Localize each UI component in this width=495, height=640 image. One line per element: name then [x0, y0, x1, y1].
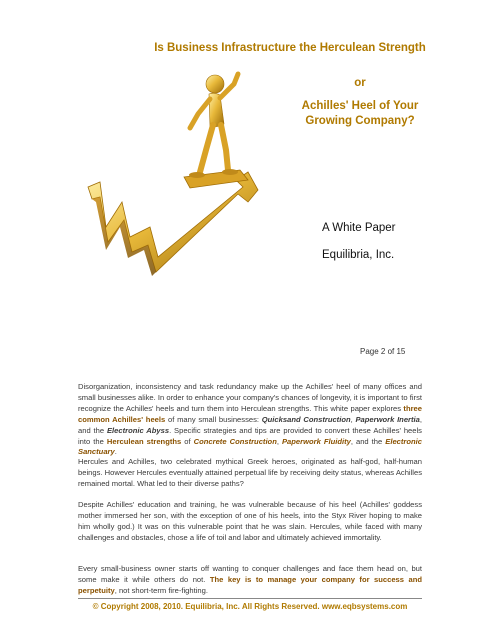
- page-number: Page 2 of 15: [360, 347, 406, 356]
- gold-figure-arrow-illustration: [78, 62, 288, 312]
- company-name: Equilibria, Inc.: [322, 249, 395, 261]
- paragraph-heroes: Hercules and Achilles, two celebrated mythical Greek heroes, originated as half-god, half-human beings. However Hercules eventually attained perpetual life by receiving deity status, whereas Achilles remained mortal. What led to their diverse paths?: [78, 457, 422, 488]
- paragraph-conclusion: Every small-business owner starts off wanting to conquer challenges and face them head on, but some make it while others do not. The key is to manage your company for success and perpetuity, not short-term fire-fighting.: [78, 564, 422, 595]
- title-line-3: Achilles' Heel of Your Growing Company?: [301, 100, 419, 127]
- document-type: A White Paper: [322, 222, 396, 234]
- gold-figure: [189, 74, 238, 178]
- paragraph-achilles: Despite Achilles' education and training, he was vulnerable because of his heel (Achilles' goddess mother immersed her son, with the exception of one of his heels, into the Styx River hoping to make him wholly god.) It was on this vulnerable point that he was slain. Hercules, while faced with many challenges and obstacles, chose a life of toil and labor and ultimately achieved immortality.: [78, 500, 422, 542]
- footer-divider: [78, 598, 422, 599]
- footer-copyright: © Copyright 2008, 2010. Equilibria, Inc. All Rights Reserved. www.eqbsystems.com: [92, 602, 408, 611]
- rising-arrow: [88, 172, 258, 272]
- title-line-2: or: [354, 77, 366, 89]
- title-line-1: Is Business Infrastructure the Herculean Strength: [154, 42, 426, 54]
- paragraph-intro: Disorganization, inconsistency and task redundancy make up the Achilles' heel of many offices and small businesses alike. In order to enhance your company's chances of longevity, it is important to first recognize the Achilles' heels and turn them into Herculean strengths. This white paper explores three common Achilles' heels of many small businesses: Quicksand Construction, Paperwork Inertia, and the Electronic Abyss. Specific strategies and tips are provided to convert these Achilles' heels into the Herculean strengths of Concrete Construction, Paperwork Fluidity, and the Electronic Sanctuary.: [78, 382, 422, 457]
